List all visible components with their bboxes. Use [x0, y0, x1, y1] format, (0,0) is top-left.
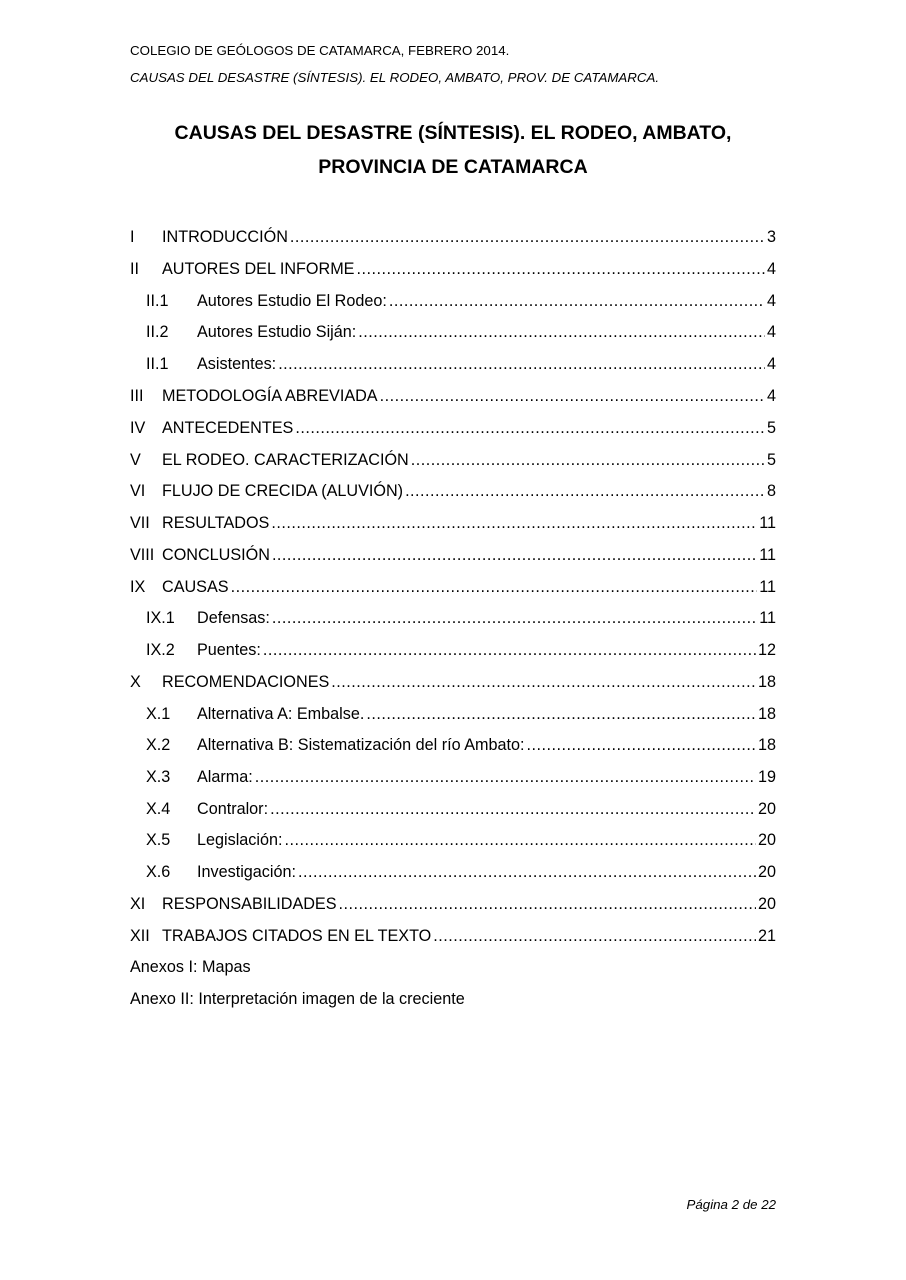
toc-number: VI: [130, 482, 146, 500]
dot-leader: [433, 924, 756, 948]
toc-label: RESULTADOS: [162, 514, 270, 532]
toc-page: 11: [759, 578, 776, 596]
toc-page: 4: [766, 387, 776, 405]
dot-leader: [272, 606, 757, 630]
toc-number: XI: [130, 895, 146, 913]
toc-entry[interactable]: [130, 384, 776, 408]
toc-label: RECOMENDACIONES: [162, 673, 330, 691]
toc-page: 21: [757, 927, 776, 945]
toc-page: 20: [757, 863, 776, 881]
toc-page: 11: [759, 514, 776, 532]
toc-label: Legislación:: [197, 831, 283, 849]
toc-number: II.1: [146, 355, 169, 373]
dot-leader: [270, 797, 756, 821]
toc-number: III: [130, 387, 144, 405]
dot-leader: [285, 828, 756, 852]
toc-label: METODOLOGÍA ABREVIADA: [162, 387, 378, 405]
toc-page: 4: [766, 292, 776, 310]
toc-entry[interactable]: [146, 733, 776, 757]
toc-entry[interactable]: [146, 828, 776, 852]
toc-label: CONCLUSIÓN: [162, 546, 270, 564]
toc-number: I: [130, 228, 135, 246]
toc-entry[interactable]: [146, 860, 776, 884]
annex-entry: Anexos I: Mapas: [130, 958, 251, 976]
toc-number: X.5: [146, 831, 171, 849]
toc-entry[interactable]: [130, 448, 776, 472]
toc-label: EL RODEO. CARACTERIZACIÓN: [162, 451, 409, 469]
dot-leader: [272, 543, 757, 567]
toc-label: FLUJO DE CRECIDA (ALUVIÓN): [162, 482, 404, 500]
dot-leader: [278, 352, 765, 376]
toc-label: CAUSAS: [162, 578, 229, 596]
toc-page: 19: [757, 768, 776, 786]
toc-label: Alarma:: [197, 768, 253, 786]
toc-page: 18: [757, 673, 776, 691]
toc-entry[interactable]: [146, 638, 776, 662]
dot-leader: [389, 289, 765, 313]
toc-label: Autores Estudio Siján:: [197, 323, 357, 341]
toc-entry[interactable]: [130, 892, 776, 916]
toc-entry[interactable]: [146, 320, 776, 344]
dot-leader: [255, 765, 756, 789]
toc-label: Defensas:: [197, 609, 270, 627]
title-line-1: CAUSAS DEL DESASTRE (SÍNTESIS). EL RODEO, AMBATO,: [174, 122, 732, 144]
toc-number: X: [130, 673, 141, 691]
dot-leader: [356, 257, 765, 281]
toc-number: XII: [130, 927, 150, 945]
dot-leader: [290, 225, 765, 249]
toc-page: 20: [757, 800, 776, 818]
toc-number: IX.2: [146, 641, 175, 659]
document-title: [130, 116, 776, 184]
toc-label: Alternativa B: Sistematización del río Ambato:: [197, 736, 525, 754]
toc-number: X.2: [146, 736, 171, 754]
toc-number: II.1: [146, 292, 169, 310]
dot-leader: [411, 448, 765, 472]
toc-number: VIII: [130, 546, 155, 564]
toc-entry[interactable]: [146, 352, 776, 376]
toc-page: 11: [759, 609, 776, 627]
toc-page: 11: [759, 546, 776, 564]
toc-entry[interactable]: [146, 797, 776, 821]
toc-page: 12: [757, 641, 776, 659]
toc-label: Contralor:: [197, 800, 269, 818]
toc-page: 4: [766, 260, 776, 278]
toc-label: Alternativa A: Embalse.: [197, 705, 365, 723]
dot-leader: [298, 860, 756, 884]
toc-entry[interactable]: [130, 416, 776, 440]
toc-label: TRABAJOS CITADOS EN EL TEXTO: [162, 927, 432, 945]
toc-number: X.3: [146, 768, 171, 786]
toc-entry[interactable]: [130, 225, 776, 249]
page-footer: Página 2 de 22: [686, 1197, 776, 1212]
dot-leader: [527, 733, 756, 757]
toc-entry[interactable]: [130, 575, 776, 599]
toc-number: IX.1: [146, 609, 175, 627]
toc-page: 5: [766, 451, 776, 469]
toc-entry[interactable]: [130, 511, 776, 535]
toc-page: 18: [757, 705, 776, 723]
dot-leader: [366, 702, 756, 726]
toc-entry[interactable]: [146, 289, 776, 313]
toc-number: II.2: [146, 323, 169, 341]
toc-number: IX: [130, 578, 146, 596]
toc-page: 3: [766, 228, 776, 246]
toc-number: X.4: [146, 800, 171, 818]
toc-entry[interactable]: [130, 257, 776, 281]
toc-entry[interactable]: [130, 543, 776, 567]
toc-number: VII: [130, 514, 150, 532]
header-line-2: CAUSAS DEL DESASTRE (SÍNTESIS). EL RODEO, AMBATO, PROV. DE CATAMARCA.: [130, 70, 660, 85]
toc-number: IV: [130, 419, 146, 437]
toc-entry[interactable]: [130, 479, 776, 503]
dot-leader: [331, 670, 756, 694]
dot-leader: [339, 892, 756, 916]
header-line-1: COLEGIO DE GEÓLOGOS DE CATAMARCA, FEBRERO 2014.: [130, 43, 510, 58]
toc-page: 5: [766, 419, 776, 437]
toc-entry[interactable]: [146, 606, 776, 630]
toc-label: AUTORES DEL INFORME: [162, 260, 355, 278]
toc-page: 20: [757, 895, 776, 913]
toc-number: II: [130, 260, 139, 278]
toc-label: Autores Estudio El Rodeo:: [197, 292, 387, 310]
toc-entry[interactable]: [146, 702, 776, 726]
toc-page: 4: [766, 323, 776, 341]
toc-number: V: [130, 451, 141, 469]
dot-leader: [295, 416, 765, 440]
dot-leader: [263, 638, 756, 662]
dot-leader: [380, 384, 765, 408]
toc-page: 4: [766, 355, 776, 373]
toc-entry[interactable]: [146, 765, 776, 789]
annex-entry: Anexo II: Interpretación imagen de la creciente: [130, 990, 465, 1008]
dot-leader: [405, 479, 765, 503]
toc-label: Investigación:: [197, 863, 296, 881]
title-line-2: PROVINCIA DE CATAMARCA: [318, 156, 588, 178]
toc-label: Asistentes:: [197, 355, 277, 373]
dot-leader: [231, 575, 758, 599]
toc-label: ANTECEDENTES: [162, 419, 294, 437]
toc-entry[interactable]: [130, 670, 776, 694]
toc-page: 20: [757, 831, 776, 849]
toc-number: X.6: [146, 863, 171, 881]
toc-label: INTRODUCCIÓN: [162, 228, 288, 246]
toc-label: Puentes:: [197, 641, 261, 659]
toc-page: 8: [766, 482, 776, 500]
toc-number: X.1: [146, 705, 171, 723]
dot-leader: [358, 320, 765, 344]
toc-entry[interactable]: [130, 924, 776, 948]
toc-page: 18: [757, 736, 776, 754]
toc-label: RESPONSABILIDADES: [162, 895, 337, 913]
dot-leader: [271, 511, 757, 535]
